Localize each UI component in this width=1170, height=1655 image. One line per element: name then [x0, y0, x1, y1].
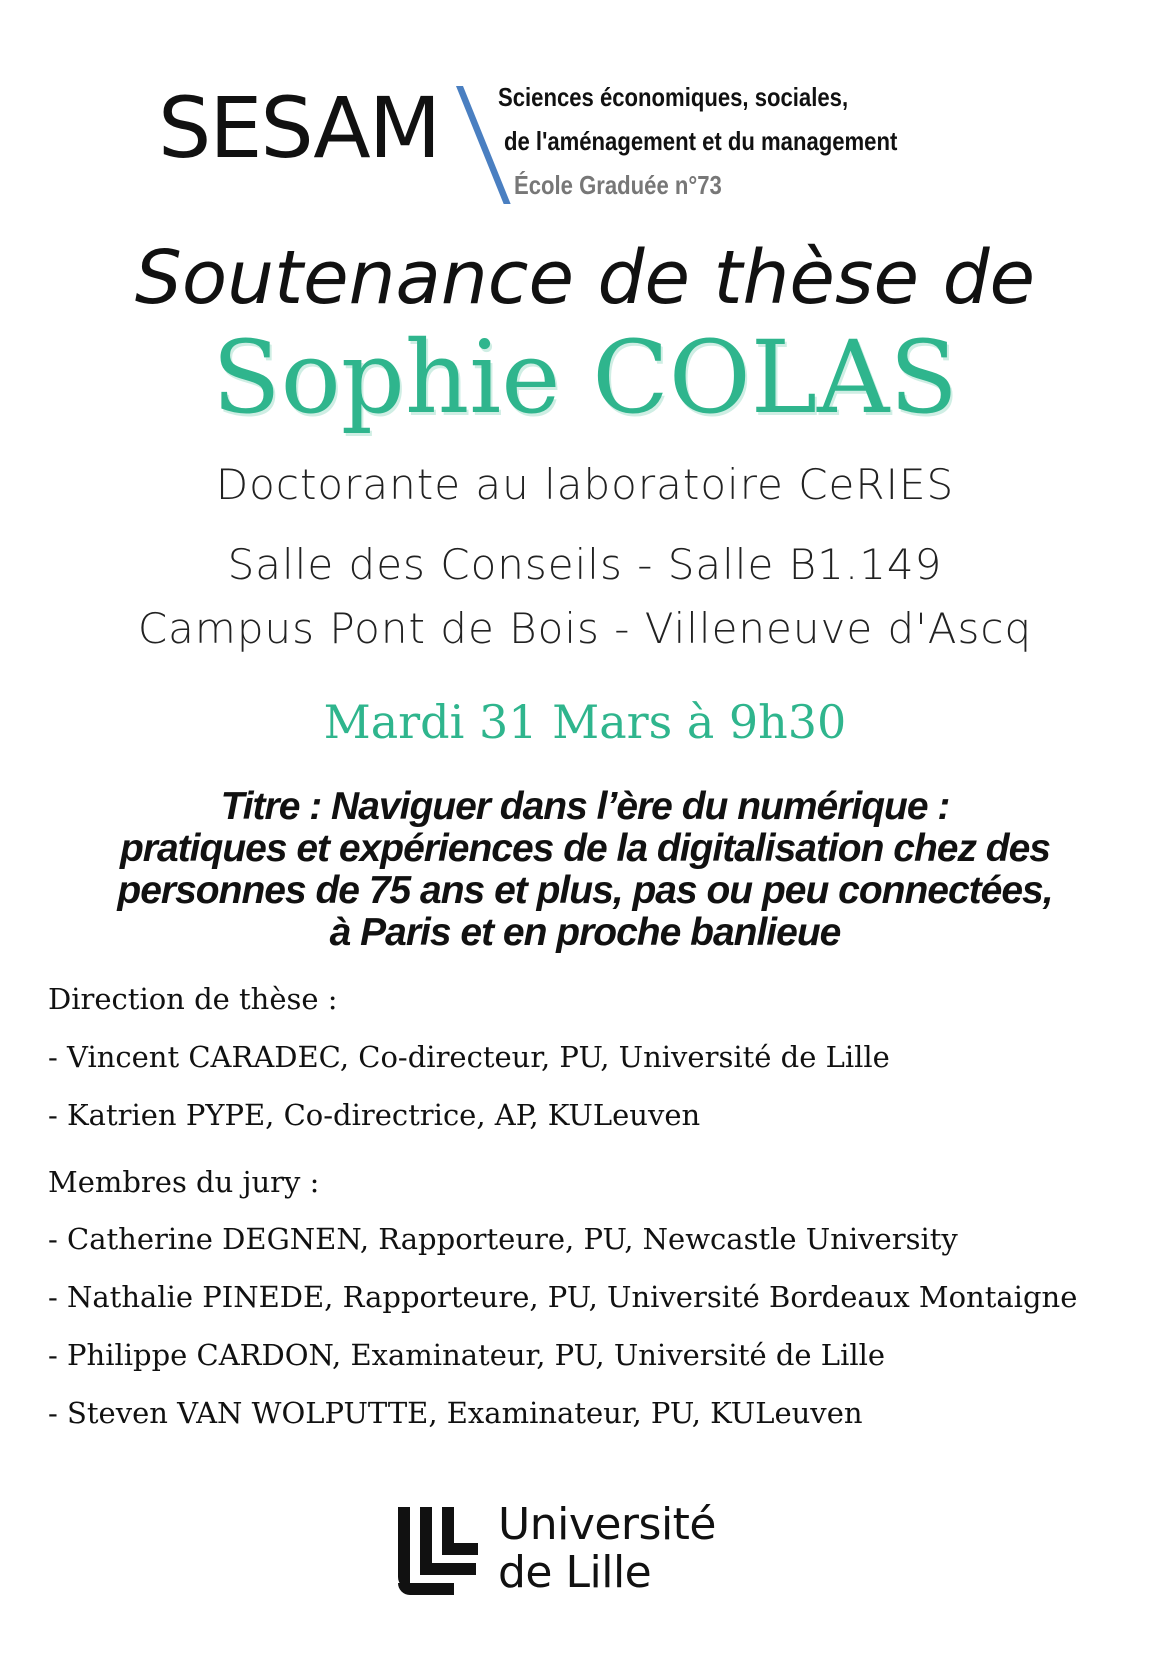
jury-label: Membres du jury : — [48, 1165, 320, 1199]
defense-date: Mardi 31 Mars à 9h30 — [323, 695, 847, 749]
page-heading: Soutenance de thèse de — [134, 235, 1036, 321]
sesam-logo-line1: Sciences économiques, sociales, — [498, 82, 849, 112]
direction-item: - Katrien PYPE, Co-directrice, AP, KULeuven — [48, 1098, 701, 1132]
thesis-title-line: à Paris et en proche banlieue — [329, 911, 841, 954]
sesam-logo — [158, 78, 958, 208]
thesis-title-line: personnes de 75 ans et plus, pas ou peu connectées, — [117, 869, 1053, 912]
direction-item: - Vincent CARADEC, Co-directeur, PU, Université de Lille — [48, 1040, 890, 1074]
candidate-name: Sophie COLAS — [212, 319, 958, 436]
jury-item: - Philippe CARDON, Examinateur, PU, Université de Lille — [48, 1338, 886, 1372]
logo-bar — [398, 1507, 410, 1589]
sesam-logo-word: SESAM — [158, 79, 440, 177]
direction-label: Direction de thèse : — [48, 982, 338, 1016]
sesam-logo-line3: École Graduée n°73 — [514, 170, 722, 200]
logo-bar — [442, 1543, 478, 1555]
jury-item: - Steven VAN WOLPUTTE, Examinateur, PU, KULeuven — [48, 1396, 863, 1430]
logo-bar — [420, 1563, 476, 1575]
logo-text-line1: Université — [498, 1499, 716, 1550]
sesam-logo-line2: de l'aménagement et du management — [504, 126, 898, 156]
affiliation: Doctorante au laboratoire CeRIES — [215, 460, 955, 509]
logo-text-line2: de Lille — [498, 1547, 652, 1598]
jury-item: - Catherine DEGNEN, Rapporteure, PU, Newcastle University — [48, 1222, 958, 1256]
universite-de-lille-logo — [398, 1499, 758, 1605]
room: Salle des Conseils - Salle B1.149 — [227, 540, 943, 589]
thesis-title-line: pratiques et expériences de la digitalisation chez des — [119, 827, 1050, 870]
jury-item: - Nathalie PINEDE, Rapporteure, PU, Université Bordeaux Montaigne — [48, 1280, 1078, 1314]
campus: Campus Pont de Bois - Villeneuve d'Ascq — [137, 604, 1033, 653]
thesis-title-line: Titre : Naviguer dans l’ère du numérique : — [220, 785, 950, 828]
logo-bar — [398, 1583, 454, 1595]
